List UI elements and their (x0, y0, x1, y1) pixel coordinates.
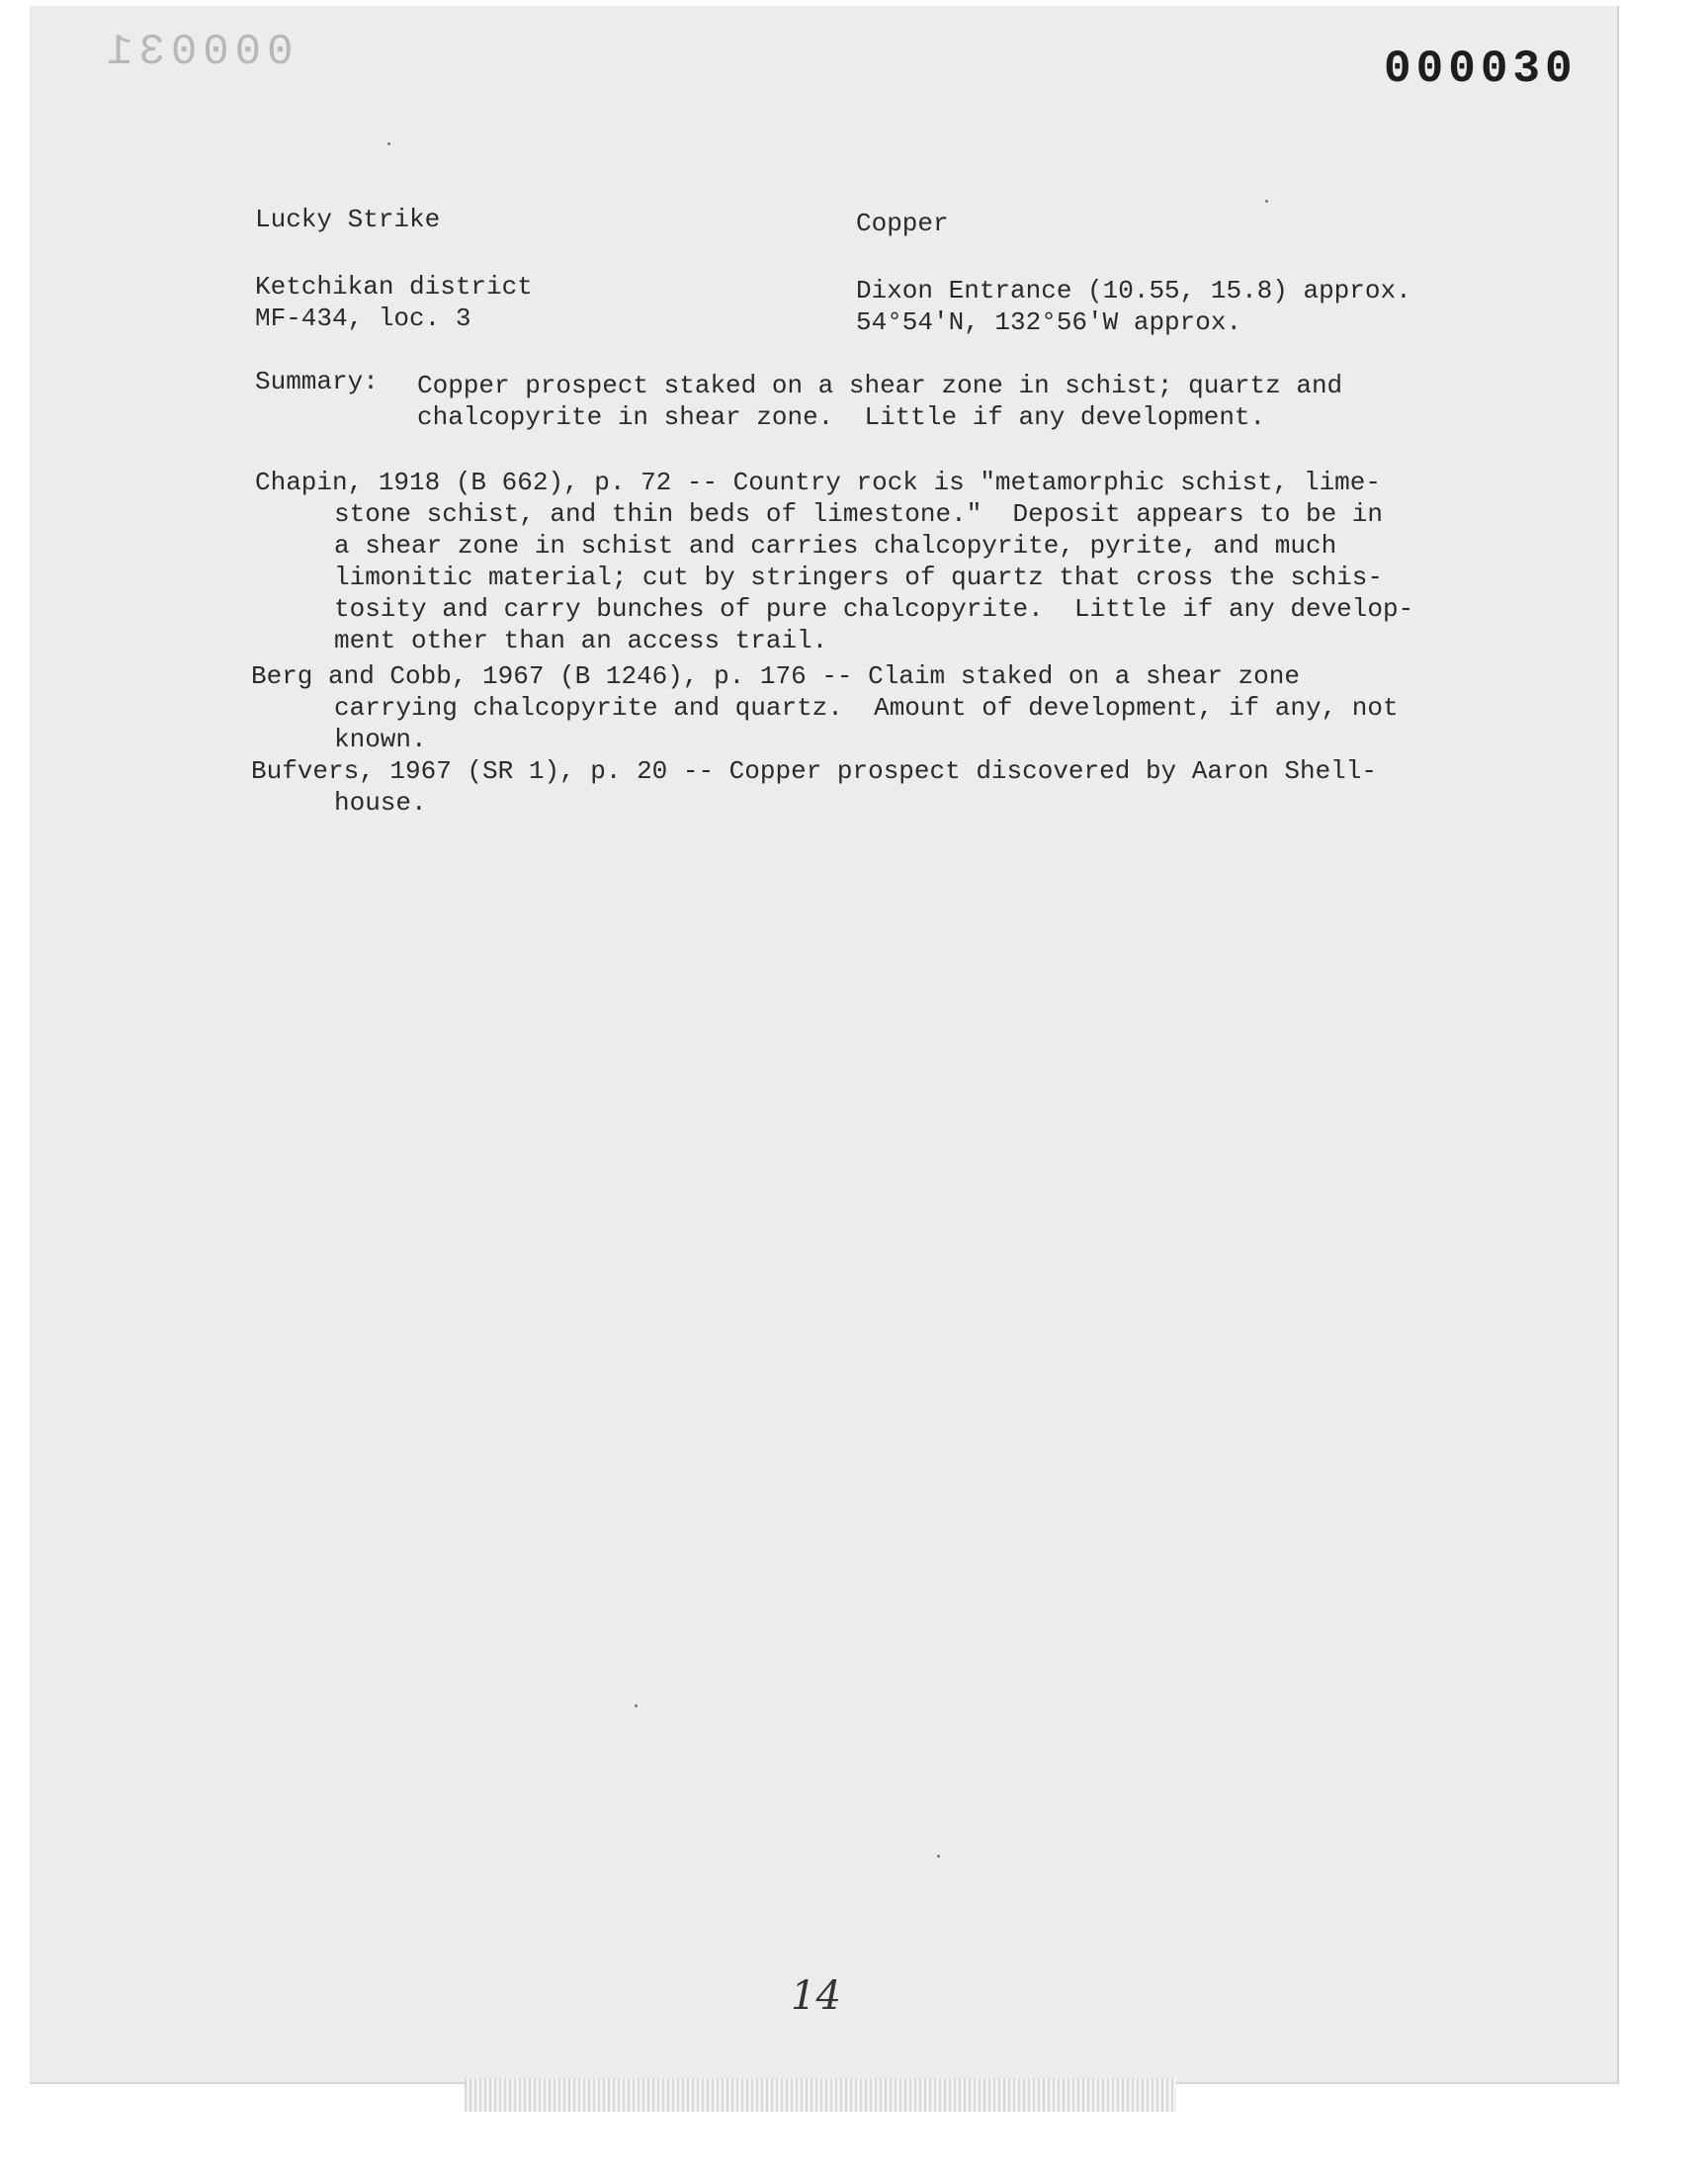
deposit-name: Lucky Strike (255, 205, 441, 234)
mirrored-stamp-number: 000031 (101, 28, 294, 77)
reference-line: limonitic material; cut by stringers of quartz that cross the schis- (334, 563, 1383, 592)
coordinates: 54°54'N, 132°56'W approx. (856, 307, 1242, 337)
reference-line: Berg and Cobb, 1967 (B 1246), p. 176 -- Claim staked on a shear zone (251, 661, 1300, 691)
reference-line: stone schist, and thin beds of limestone." Deposit appears to be in (334, 499, 1383, 529)
stamp-number: 000030 (1384, 44, 1578, 95)
reference-line: a shear zone in schist and carries chalcopyrite, pyrite, and much (334, 531, 1337, 561)
reference-line: Bufvers, 1967 (SR 1), p. 20 -- Copper prospect discovered by Aaron Shell- (251, 756, 1377, 786)
scan-speck (1265, 200, 1268, 203)
reference-line: ment other than an access trail. (334, 626, 828, 655)
reference-line: house. (334, 788, 427, 818)
scanned-page (30, 6, 1619, 2084)
reference-line: carrying chalcopyrite and quartz. Amount of development, if any, not (334, 693, 1399, 723)
commodity: Copper (856, 209, 949, 238)
scan-speck (635, 1704, 638, 1707)
reference-line: tosity and carry bunches of pure chalcopyrite. Little if any develop- (334, 594, 1414, 624)
district: Ketchikan district (255, 272, 533, 302)
reference-line: Chapin, 1918 (B 662), p. 72 -- Country rock is "metamorphic schist, lime- (255, 468, 1381, 497)
handwritten-page-number: 14 (791, 1973, 841, 2019)
scan-speck (937, 1855, 940, 1858)
scanner-edge-strip (465, 2078, 1176, 2112)
summary-label: Summary: (255, 367, 379, 396)
reference-line: known. (334, 725, 427, 754)
summary-line: chalcopyrite in shear zone. Little if any development. (417, 402, 1266, 432)
quadrangle: Dixon Entrance (10.55, 15.8) approx. (856, 276, 1411, 305)
map-reference: MF-434, loc. 3 (255, 304, 471, 333)
scan-speck (387, 142, 390, 145)
summary-line: Copper prospect staked on a shear zone in schist; quartz and (417, 371, 1343, 400)
